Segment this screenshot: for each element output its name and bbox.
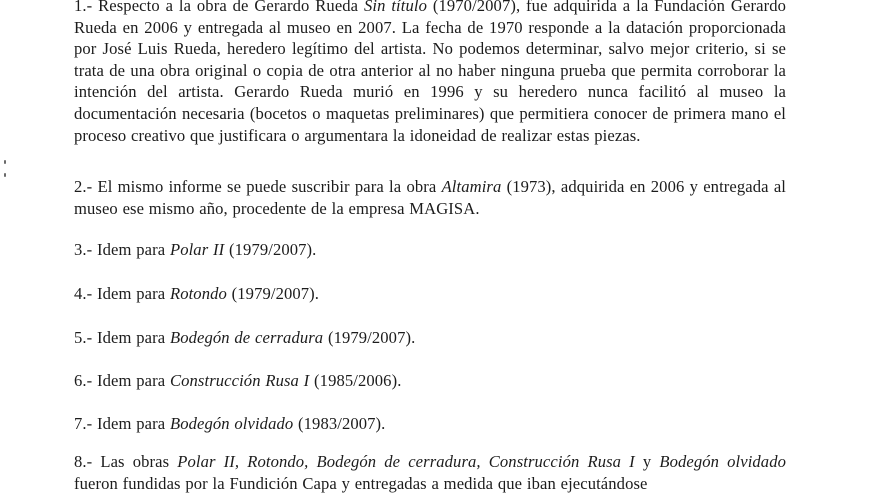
paragraph-5	[74, 327, 786, 349]
artwork-title: Polar II, Rotondo, Bodegón de cerradura, Construcción Rusa I	[177, 452, 635, 471]
scan-artifact-mark	[4, 173, 6, 177]
artwork-title: Rotondo	[169, 284, 227, 303]
text-run: 4.- Idem para	[74, 284, 170, 303]
text-run: (1983/2007).	[293, 414, 386, 433]
text-run: (1979/2007).	[224, 240, 317, 259]
text-run: 2.- El mismo informe se puede suscribir para la obra	[74, 177, 442, 196]
paragraph-8	[74, 451, 786, 494]
paragraph-2	[74, 176, 786, 219]
paragraph-1	[74, 0, 786, 146]
text-run: (1973), adquirida en 2006 y entregada al museo ese mismo año, procedente de la empresa MAGISA.	[74, 177, 786, 218]
text-run: fueron fundidas por la Fundición Capa y entregadas a medida que iban ejecutándose	[74, 473, 648, 493]
artwork-title: Sin título	[364, 0, 427, 15]
text-run: (1970/2007), fue adquirida a la Fundación Gerardo Rueda en 2006 y entregada al museo en 2007. La fecha de 1970 responde a la datación proporcionada por José Luis Rueda, heredero legítimo del artista. No podemos determinar, salvo mejor criterio, si se trata de una obra original o copia de otra anterior al no haber ninguna prueba que permita corroborar la intención del artista. Gerardo Rueda murió en 1996 y su heredero nunca facilitó al museo la documentación necesaria (bocetos o maquetas preliminares) que permitiera conocer de primera mano el proceso creativo que justificara o argumentara la idoneidad de realizar estas piezas.	[74, 0, 786, 145]
artwork-title: Bodegón olvidado	[169, 414, 294, 433]
paragraph-6	[74, 370, 786, 392]
text-run: 7.- Idem para	[74, 414, 170, 433]
text-run: 8.- Las obras	[74, 452, 178, 471]
text-run: (1985/2006).	[309, 371, 402, 390]
artwork-title: Bodegón de cerradura	[169, 328, 324, 347]
artwork-title: Construcción Rusa I	[169, 371, 310, 390]
paragraph-4	[74, 283, 786, 305]
artwork-title: Altamira	[441, 177, 502, 196]
artwork-title: Polar II	[169, 240, 225, 259]
text-run: y	[634, 452, 660, 471]
scan-artifact-mark	[4, 160, 6, 164]
text-run: 6.- Idem para	[74, 371, 170, 390]
paragraph-7	[74, 413, 786, 435]
paragraph-3	[74, 239, 786, 261]
text-run: 3.- Idem para	[74, 240, 170, 259]
artwork-title: Bodegón olvidado	[659, 452, 786, 471]
text-run: 1.- Respecto a la obra de Gerardo Rueda	[74, 0, 364, 15]
text-run: (1979/2007).	[323, 328, 416, 347]
text-run: (1979/2007).	[226, 284, 320, 303]
text-run: 5.- Idem para	[74, 328, 170, 347]
